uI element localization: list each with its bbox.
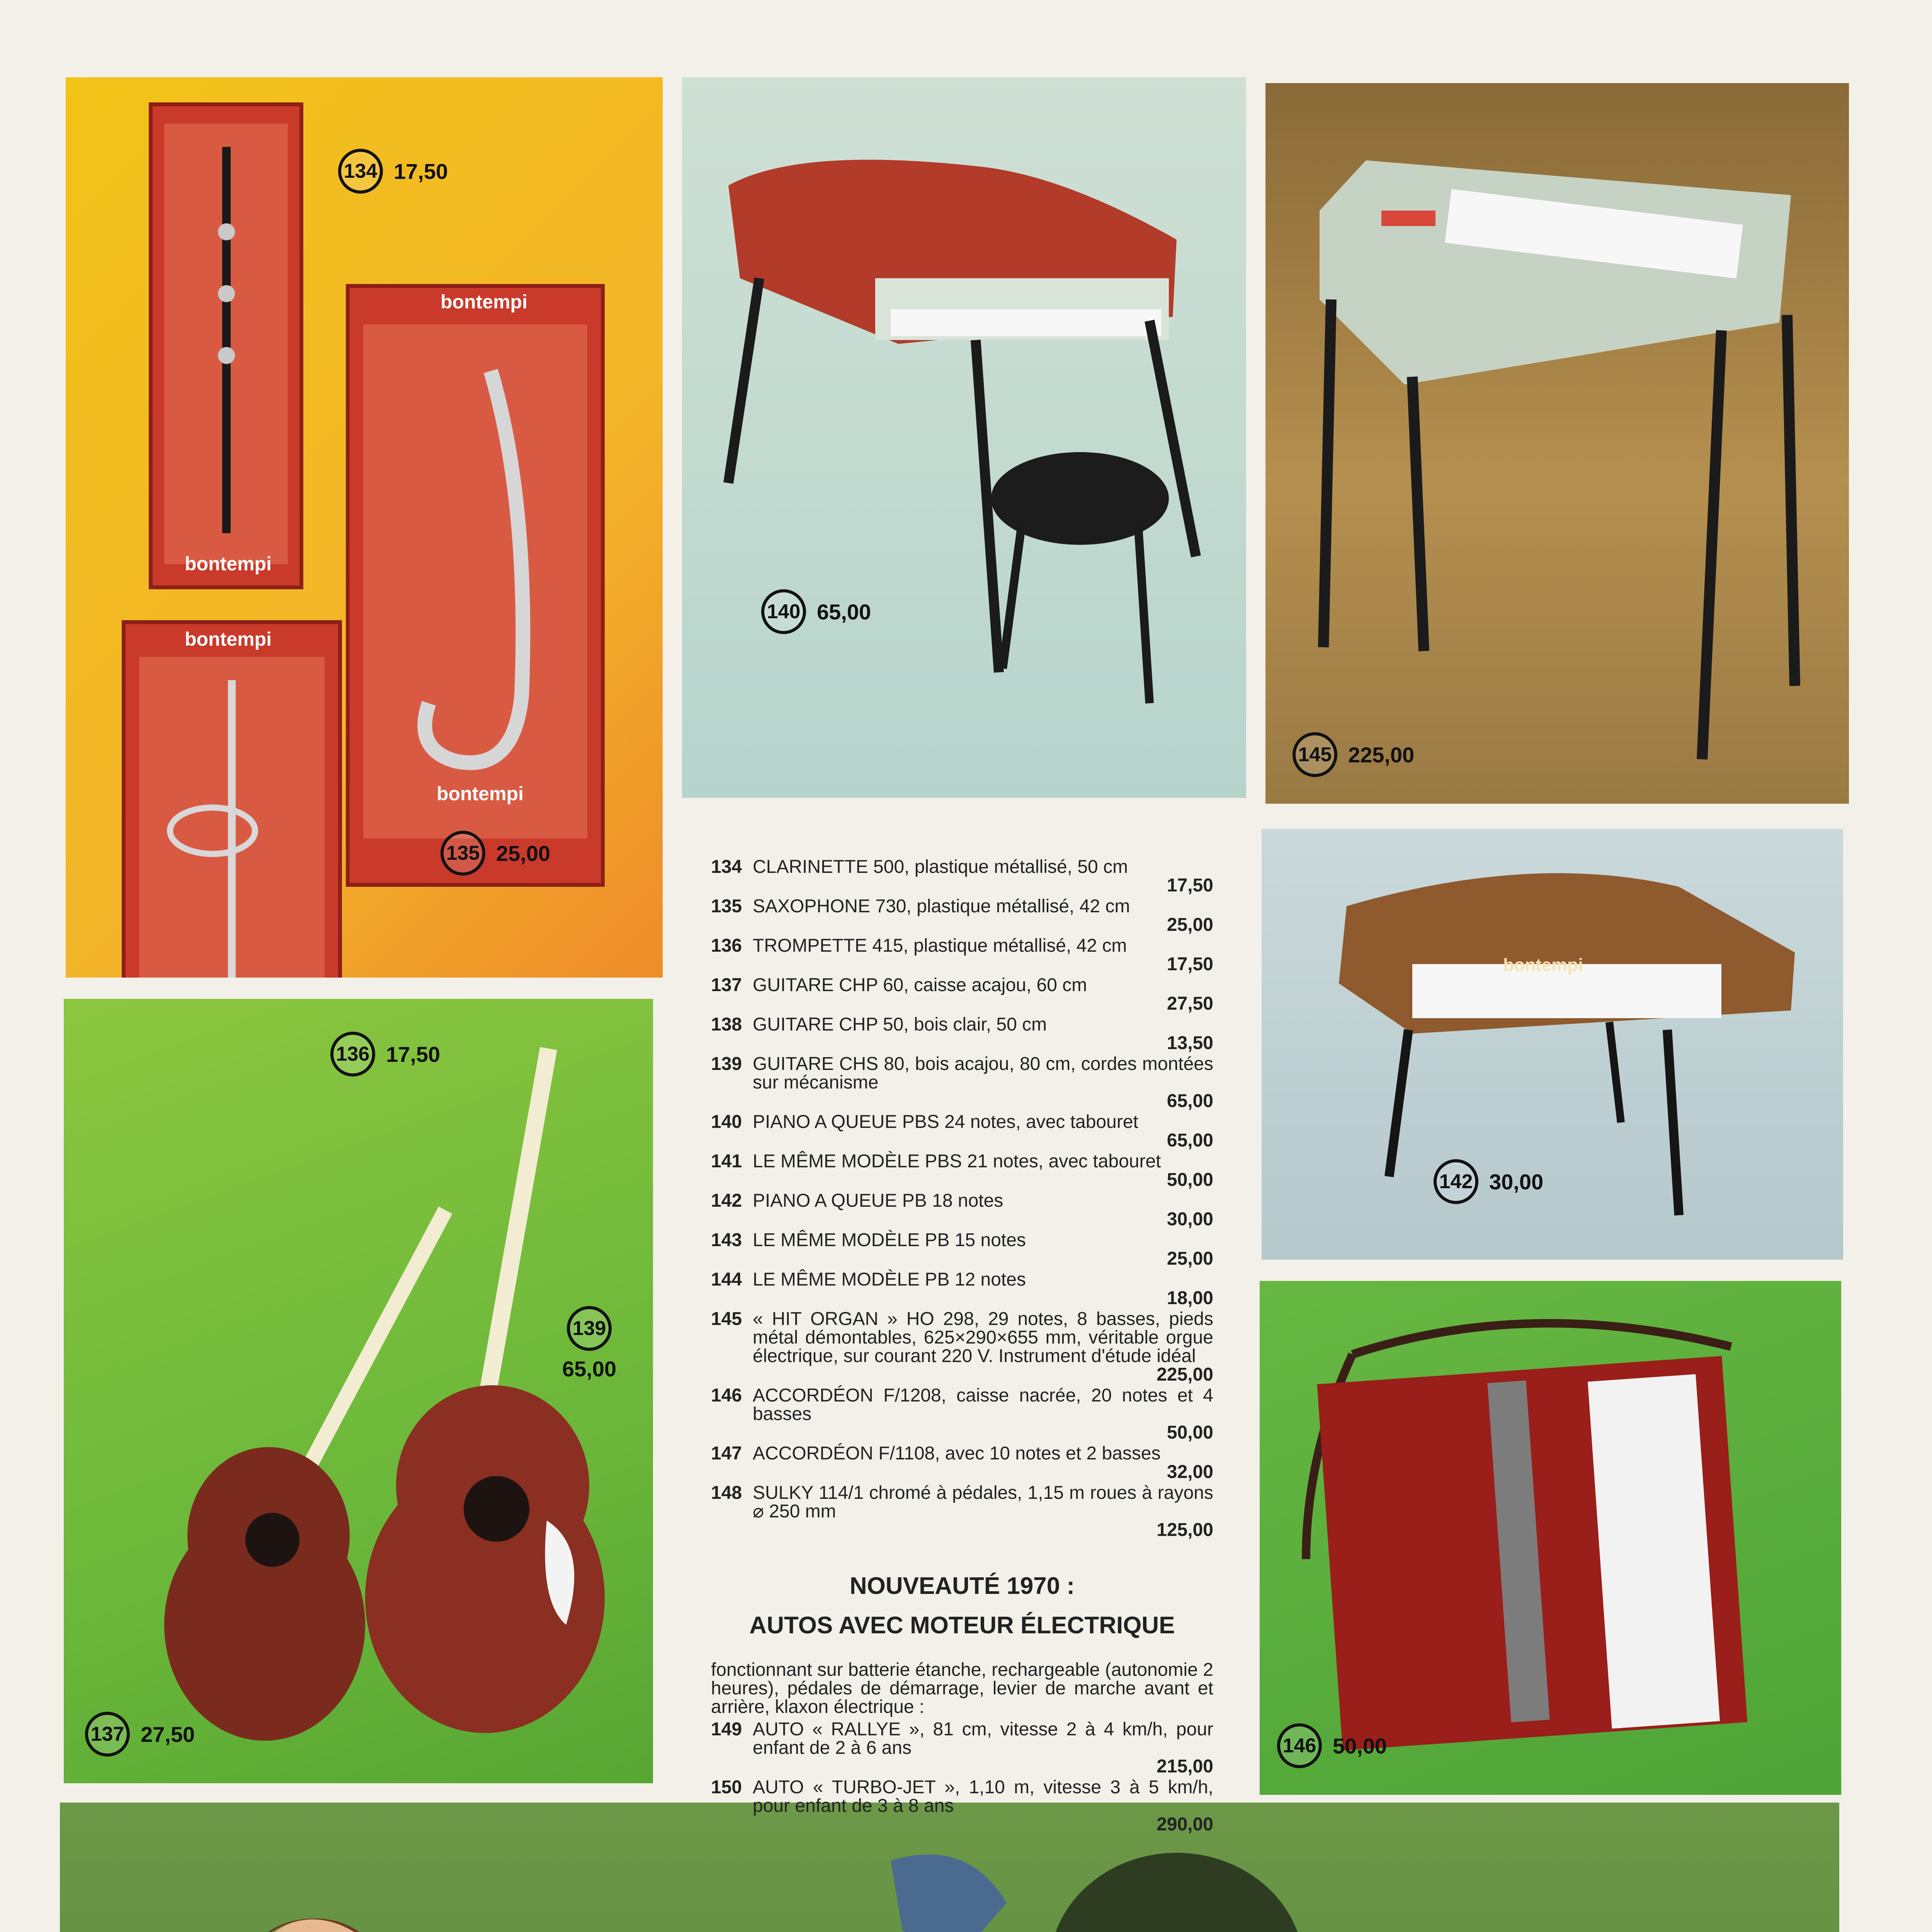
- entry-description: AUTO « RALLYE », 81 cm, vitesse 2 à 4 km/h, pour enfant de 2 à 6 ans: [753, 1719, 1213, 1758]
- entry-code: 138: [711, 1014, 742, 1035]
- product-entry: [711, 1152, 1213, 1189]
- piano-140-illustration: [682, 77, 1246, 798]
- entry-line: [711, 1778, 1213, 1815]
- entry-description: TROMPETTE 415, plastique métallisé, 42 cm: [753, 935, 1127, 956]
- item-price: 225,00: [1348, 742, 1415, 767]
- entry-description: LE MÊME MODÈLE PB 12 notes: [753, 1269, 1026, 1290]
- entry-code: 139: [711, 1054, 742, 1074]
- piano-142-illustration: [1262, 829, 1843, 1260]
- product-entry: [711, 937, 1213, 974]
- product-entry: [711, 897, 1213, 934]
- entry-line: [711, 1015, 1213, 1034]
- product-entry: [711, 1192, 1213, 1229]
- entry-code: 141: [711, 1151, 742, 1172]
- entry-price: 13,50: [1167, 1033, 1213, 1053]
- entry-line: [711, 1270, 1213, 1289]
- entry-code: 137: [711, 975, 742, 995]
- panel-wind-instruments: [66, 77, 663, 978]
- product-entry: [711, 1484, 1213, 1539]
- entry-description: SULKY 114/1 chromé à pédales, 1,15 m roues à rayons ⌀ 250 mm: [753, 1483, 1213, 1522]
- entry-code: 146: [711, 1385, 742, 1406]
- entry-price: 17,50: [1167, 954, 1213, 975]
- entry-line: [711, 1192, 1213, 1210]
- entry-description: GUITARE CHP 50, bois clair, 50 cm: [753, 1014, 1047, 1035]
- entry-line: [711, 1231, 1213, 1250]
- wind-instruments-illustration: [66, 77, 663, 978]
- section-intro: fonctionnant sur batterie étanche, rechargeable (autonomie 2 heures), pédales de démarrage, levier de marche avant et arrière, klaxon électrique :: [711, 1660, 1213, 1717]
- panel-guitars: [64, 999, 653, 1783]
- brand-label-saxophone-top: bontempi: [440, 291, 527, 313]
- item-number: 136: [330, 1032, 375, 1077]
- accordion-146-illustration: [1260, 1281, 1841, 1795]
- price-tag-136: [330, 1032, 440, 1077]
- entry-price: 65,00: [1167, 1091, 1213, 1111]
- entry-price: 17,50: [1167, 875, 1213, 896]
- section-subheading: AUTOS AVEC MOTEUR ÉLECTRIQUE: [749, 1612, 1175, 1639]
- price-tag-137: [85, 1712, 195, 1757]
- section-items: [711, 1720, 1213, 1834]
- item-number: 140: [761, 589, 806, 634]
- entry-price: 125,00: [1156, 1520, 1213, 1540]
- entry-description: ACCORDÉON F/1208, caisse nacrée, 20 notes et 4 basses: [753, 1385, 1213, 1424]
- entry-code: 142: [711, 1190, 742, 1211]
- item-number: 139: [567, 1306, 612, 1351]
- entry-price: 50,00: [1167, 1422, 1213, 1443]
- section-heading: NOUVEAUTÉ 1970 :: [849, 1573, 1075, 1599]
- entry-line: [711, 1113, 1213, 1131]
- brand-label-clarinet: bontempi: [185, 553, 272, 575]
- entry-description: PIANO A QUEUE PB 18 notes: [753, 1190, 1003, 1211]
- entry-description: LE MÊME MODÈLE PBS 21 notes, avec tabouret: [753, 1151, 1161, 1172]
- entry-description: SAXOPHONE 730, plastique métallisé, 42 cm: [753, 896, 1130, 917]
- price-tag-134: [338, 149, 448, 194]
- product-entry: [711, 976, 1213, 1013]
- item-number: 142: [1434, 1159, 1478, 1204]
- entry-price: 27,50: [1167, 993, 1213, 1014]
- entry-line: [711, 1310, 1213, 1366]
- entry-price: 65,00: [1167, 1130, 1213, 1151]
- entry-code: 149: [711, 1719, 742, 1740]
- entry-line: [711, 1055, 1213, 1092]
- entry-description: « HIT ORGAN » HO 298, 29 notes, 8 basses, pieds métal démontables, 625×290×655 mm, véritable orgue électrique, sur courant 220 V. Instrument d'étude idéal: [753, 1309, 1213, 1366]
- product-entry: [711, 1113, 1213, 1150]
- entry-code: 148: [711, 1483, 742, 1503]
- item-number: 146: [1277, 1723, 1322, 1768]
- entry-code: 135: [711, 896, 742, 917]
- product-entry: [711, 1444, 1213, 1481]
- entry-description: GUITARE CHP 60, caisse acajou, 60 cm: [753, 975, 1087, 995]
- item-number: 137: [85, 1712, 130, 1757]
- entry-price: 32,00: [1167, 1462, 1213, 1482]
- brand-label-trumpet-top: bontempi: [185, 628, 272, 650]
- panel-piano-142: [1262, 829, 1843, 1260]
- item-price: 25,00: [496, 841, 551, 866]
- product-entries: [711, 858, 1213, 1539]
- organ-145-illustration: [1265, 83, 1849, 804]
- entry-description: PIANO A QUEUE PBS 24 notes, avec tabouret: [753, 1112, 1138, 1132]
- entry-line: [711, 1720, 1213, 1757]
- entry-description: AUTO « TURBO-JET », 1,10 m, vitesse 3 à 5 km/h, pour enfant de 3 à 8 ans: [753, 1777, 1213, 1816]
- guitars-illustration: [64, 999, 653, 1783]
- entry-price: 290,00: [1156, 1814, 1213, 1835]
- product-entry: [711, 1310, 1213, 1384]
- item-price: 65,00: [817, 599, 871, 624]
- entry-price: 18,00: [1167, 1288, 1213, 1308]
- product-list: [711, 858, 1213, 1836]
- panel-organ-145: [1265, 83, 1849, 804]
- product-entry: [711, 1270, 1213, 1308]
- entry-line: [711, 1484, 1213, 1521]
- entry-price: 50,00: [1167, 1170, 1213, 1190]
- price-tag-139: [562, 1306, 616, 1381]
- item-price: 50,00: [1333, 1733, 1387, 1758]
- panel-piano-140: [682, 77, 1246, 798]
- item-price: 27,50: [141, 1722, 195, 1747]
- entry-price: 225,00: [1156, 1364, 1213, 1385]
- entry-line: [711, 897, 1213, 916]
- entry-price: 30,00: [1167, 1209, 1213, 1230]
- product-entry: [711, 1778, 1213, 1834]
- brand-label-saxophone-bottom: bontempi: [437, 783, 524, 804]
- entry-code: 140: [711, 1112, 742, 1132]
- entry-description: ACCORDÉON F/1108, avec 10 notes et 2 basses: [753, 1443, 1161, 1464]
- entry-code: 145: [711, 1309, 742, 1329]
- entry-line: [711, 1386, 1213, 1423]
- entry-code: 147: [711, 1443, 742, 1464]
- item-number: 135: [440, 831, 485, 876]
- entry-price: 25,00: [1167, 1248, 1213, 1269]
- price-tag-135: [440, 831, 550, 876]
- price-tag-140: [761, 589, 871, 634]
- entry-price: 215,00: [1156, 1756, 1213, 1777]
- price-tag-145: [1293, 732, 1414, 777]
- entry-line: [711, 976, 1213, 995]
- product-entry: [711, 1386, 1213, 1442]
- entry-line: [711, 1152, 1213, 1171]
- product-entry: [711, 1015, 1213, 1053]
- price-tag-142: [1434, 1159, 1543, 1204]
- brand-label-piano-142: bontempi: [1503, 955, 1583, 975]
- product-entry: [711, 1231, 1213, 1268]
- entry-description: GUITARE CHS 80, bois acajou, 80 cm, cordes montées sur mécanisme: [753, 1054, 1213, 1093]
- entry-code: 150: [711, 1777, 742, 1798]
- entry-code: 144: [711, 1269, 742, 1290]
- item-price: 65,00: [562, 1357, 617, 1381]
- entry-description: CLARINETTE 500, plastique métallisé, 50 cm: [753, 857, 1128, 877]
- item-price: 30,00: [1489, 1169, 1544, 1194]
- item-number: 145: [1293, 732, 1337, 777]
- item-number: 134: [338, 149, 383, 194]
- product-entry: [711, 858, 1213, 895]
- entry-price: 25,00: [1167, 915, 1213, 935]
- entry-description: LE MÊME MODÈLE PB 15 notes: [753, 1230, 1026, 1250]
- entry-code: 136: [711, 935, 742, 956]
- entry-line: [711, 937, 1213, 955]
- panel-accordion-146: [1260, 1281, 1841, 1795]
- item-price: 17,50: [386, 1042, 440, 1066]
- product-entry: [711, 1055, 1213, 1111]
- price-tag-146: [1277, 1723, 1387, 1768]
- product-entry: [711, 1720, 1213, 1776]
- entry-line: [711, 858, 1213, 876]
- item-price: 17,50: [394, 159, 448, 184]
- entry-line: [711, 1444, 1213, 1463]
- entry-code: 134: [711, 857, 742, 877]
- entry-code: 143: [711, 1230, 742, 1250]
